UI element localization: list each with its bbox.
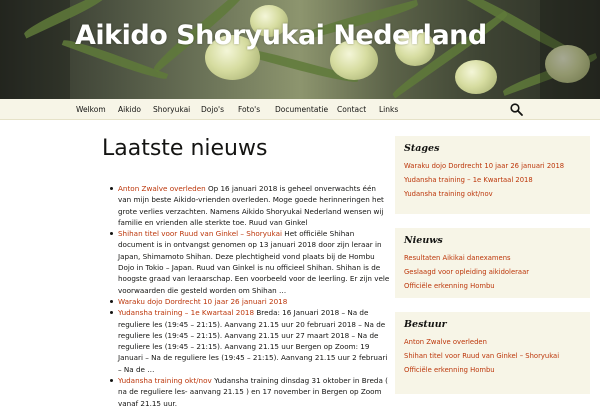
- widget-link[interactable]: Geslaagd voor opleiding aikidoleraar: [404, 268, 530, 276]
- post-link[interactable]: Yudansha training okt/nov: [118, 376, 212, 386]
- widget-stages: [395, 136, 590, 214]
- list-item: [110, 307, 390, 375]
- widget-link[interactable]: Resultaten Aikikai danexamens: [404, 254, 511, 262]
- nav-item-welkom[interactable]: Welkom: [76, 105, 106, 114]
- post-excerpt: Op 16 januari 2018 is geheel onverwachts één van mijn beste Aikido-vrienden overleden. Moge goede herinneringen het grote verlies verzachten. Namens Aikido Shoryukai Nederland wensen wij familie en vrienden alle sterkte toe. Ruud van Ginkel: [118, 184, 384, 227]
- nav-item-fotos[interactable]: Foto's: [238, 105, 261, 114]
- widget-nieuws: [395, 228, 590, 298]
- search-icon[interactable]: [510, 103, 523, 116]
- widget-title: Nieuws: [404, 235, 443, 246]
- widget-link[interactable]: Officiële erkenning Hombu: [404, 366, 495, 374]
- nav-item-shoryukai[interactable]: Shoryukai: [153, 105, 191, 114]
- post-excerpt: Breda: 16 Januari 2018 – Na de reguliere les (19:45 – 21:15). Aanvang 21.15 uur 20 februari 2018 – Na de reguliere les (19:45 – 21:15). Aanvang 21.15 uur 27 maart 2018 – Na de reguliere les (19:45 – 21:15). Aanvang 21.15 uur Bergen op Zoom: 19 Januari – Na de reguliere les (19:45 – 21:15). Aanvang 21.15 uur 2 februari – Na de …: [118, 308, 388, 374]
- widget-title: Bestuur: [404, 319, 447, 330]
- post-excerpt: Het officiële Shihan document is in ontvangst genomen op 13 januari 2018 door zijn leraar in Japan, Shimamoto Shihan. Deze plechtigheid vond plaats bij de Hombu Dojo in Tokio – Japan. Ruud van Ginkel is nu officieel Shihan. Shihan is de hoogste graad van leraarschap. Een voorbeeld voor de leerling. Er zijn vele voorwaarden die gesteld worden om Shihan …: [118, 229, 390, 295]
- post-link[interactable]: Waraku dojo Dordrecht 10 jaar 26 januari 2018: [118, 296, 288, 306]
- post-link[interactable]: Shihan titel voor Ruud van Ginkel – Shoryukai: [118, 229, 282, 239]
- nav-item-aikido[interactable]: Aikido: [118, 105, 141, 114]
- widget-link[interactable]: Yudansha training – 1e Kwartaal 2018: [404, 176, 533, 184]
- main-navigation: [0, 99, 600, 120]
- post-link[interactable]: Anton Zwalve overleden: [118, 184, 206, 193]
- list-item: [110, 296, 390, 307]
- list-item: [110, 228, 390, 296]
- news-list: [110, 183, 390, 409]
- post-excerpt: Yudansha training dinsdag 31 oktober in Breda ( na de reguliere les- aanvang 21.15 ) en 17 november in Bergen op Zoom vanaf 21.15 uur.: [118, 376, 388, 408]
- widget-link[interactable]: Officiële erkenning Hombu: [404, 282, 495, 290]
- widget-link[interactable]: Yudansha training okt/nov: [404, 190, 493, 198]
- nav-item-documentatie[interactable]: Documentatie: [275, 105, 329, 114]
- widget-link[interactable]: Anton Zwalve overleden: [404, 338, 487, 346]
- widget-link[interactable]: Waraku dojo Dordrecht 10 jaar 26 januari 2018: [404, 162, 565, 170]
- site-title[interactable]: Aikido Shoryukai Nederland: [75, 20, 487, 51]
- widget-title: Stages: [404, 143, 440, 154]
- post-link[interactable]: Yudansha training – 1e Kwartaal 2018: [118, 308, 255, 318]
- nav-item-links[interactable]: Links: [379, 105, 399, 114]
- list-item: [110, 375, 390, 409]
- nav-item-contact[interactable]: Contact: [337, 105, 367, 114]
- nav-item-dojos[interactable]: Dojo's: [201, 105, 225, 114]
- page-title: Laatste nieuws: [102, 136, 268, 161]
- list-item: [110, 183, 390, 228]
- widget-bestuur: [395, 312, 590, 394]
- header-banner: [0, 0, 600, 99]
- widget-link[interactable]: Shihan titel voor Ruud van Ginkel – Shoryukai: [404, 352, 560, 360]
